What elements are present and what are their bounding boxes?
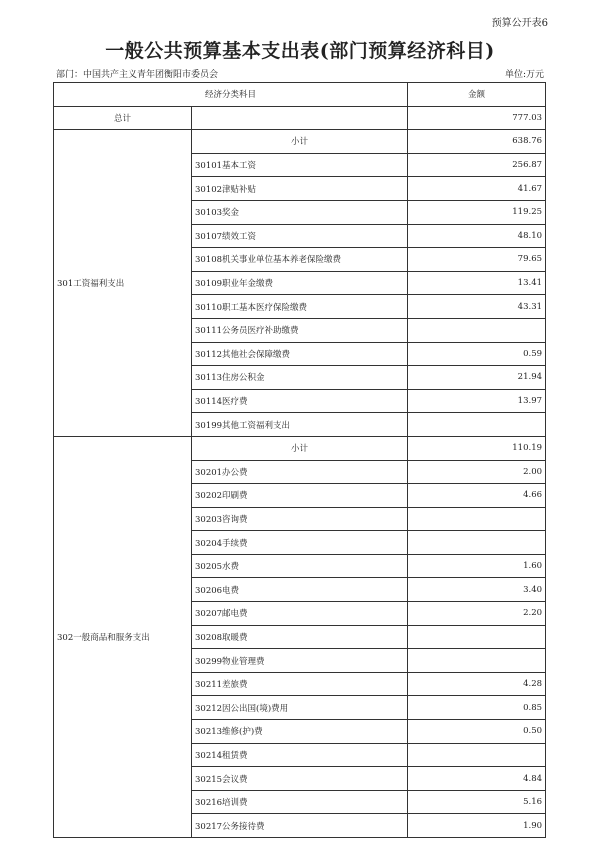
item-name: 30208取暖费 — [192, 625, 408, 649]
item-name: 30202印刷费 — [192, 484, 408, 508]
header-category: 经济分类科目 — [54, 83, 408, 107]
item-name: 30108机关事业单位基本养老保险缴费 — [192, 248, 408, 272]
item-name: 30299物业管理费 — [192, 649, 408, 673]
item-name: 30216培训费 — [192, 790, 408, 814]
item-amount: 43.31 — [408, 295, 546, 319]
total-label: 总计 — [54, 106, 192, 130]
item-name: 30206电费 — [192, 578, 408, 602]
item-amount: 0.59 — [408, 342, 546, 366]
item-name: 30199其他工资福利支出 — [192, 413, 408, 437]
item-name: 30215会议费 — [192, 767, 408, 791]
item-name: 30102津贴补贴 — [192, 177, 408, 201]
item-amount: 0.85 — [408, 696, 546, 720]
subtotal-label: 小计 — [192, 130, 408, 154]
item-name: 30101基本工资 — [192, 153, 408, 177]
item-amount: 41.67 — [408, 177, 546, 201]
item-amount: 1.90 — [408, 814, 546, 838]
item-name: 30203咨询费 — [192, 507, 408, 531]
unit-label: 单位:万元 — [504, 70, 544, 80]
item-amount: 4.66 — [408, 484, 546, 508]
department-label: 部门：中国共产主义青年团衡阳市委员会 — [56, 70, 219, 80]
total-empty-cell — [192, 106, 408, 130]
item-name: 30111公务员医疗补助缴费 — [192, 318, 408, 342]
item-amount: 256.87 — [408, 153, 546, 177]
item-amount: 48.10 — [408, 224, 546, 248]
item-name: 30204手续费 — [192, 531, 408, 555]
subtotal-label: 小计 — [192, 436, 408, 460]
item-amount: 13.97 — [408, 389, 546, 413]
item-name: 30211差旅费 — [192, 672, 408, 696]
item-amount: 4.28 — [408, 672, 546, 696]
item-amount: 0.50 — [408, 720, 546, 744]
item-amount: 2.00 — [408, 460, 546, 484]
item-name: 30217公务接待费 — [192, 814, 408, 838]
item-amount — [408, 743, 546, 767]
item-amount — [408, 531, 546, 555]
item-amount — [408, 507, 546, 531]
item-amount: 3.40 — [408, 578, 546, 602]
item-amount — [408, 413, 546, 437]
item-amount: 1.60 — [408, 554, 546, 578]
item-amount — [408, 649, 546, 673]
item-name: 30205水费 — [192, 554, 408, 578]
item-name: 30213维修(护)费 — [192, 720, 408, 744]
item-name: 30112其他社会保障缴费 — [192, 342, 408, 366]
item-amount: 21.94 — [408, 366, 546, 390]
header-row — [54, 83, 546, 107]
header-amount: 金额 — [408, 83, 546, 107]
item-name: 30107绩效工资 — [192, 224, 408, 248]
item-amount: 4.84 — [408, 767, 546, 791]
item-amount: 2.20 — [408, 602, 546, 626]
item-name: 30214租赁费 — [192, 743, 408, 767]
page-title: 一般公共预算基本支出表(部门预算经济科目) — [105, 40, 495, 62]
item-name: 30113住房公积金 — [192, 366, 408, 390]
subtotal-row — [54, 436, 546, 460]
item-name: 30212因公出国(境)费用 — [192, 696, 408, 720]
item-amount: 5.16 — [408, 790, 546, 814]
item-name: 30110职工基本医疗保险缴费 — [192, 295, 408, 319]
group-name: 301工资福利支出 — [54, 130, 192, 437]
subtotal-amount: 638.76 — [408, 130, 546, 154]
item-name: 30207邮电费 — [192, 602, 408, 626]
total-amount: 777.03 — [408, 106, 546, 130]
item-name: 30201办公费 — [192, 460, 408, 484]
item-name: 30109职业年金缴费 — [192, 271, 408, 295]
total-row — [54, 106, 546, 130]
group-name: 302一般商品和服务支出 — [54, 436, 192, 837]
subtotal-row — [54, 130, 546, 154]
budget-table — [53, 82, 546, 838]
doc-code: 预算公开表6 — [491, 18, 548, 29]
item-amount: 119.25 — [408, 200, 546, 224]
item-name: 30114医疗费 — [192, 389, 408, 413]
item-amount: 79.65 — [408, 248, 546, 272]
item-amount — [408, 625, 546, 649]
item-name: 30103奖金 — [192, 200, 408, 224]
item-amount: 13.41 — [408, 271, 546, 295]
item-amount — [408, 318, 546, 342]
subtotal-amount: 110.19 — [408, 436, 546, 460]
